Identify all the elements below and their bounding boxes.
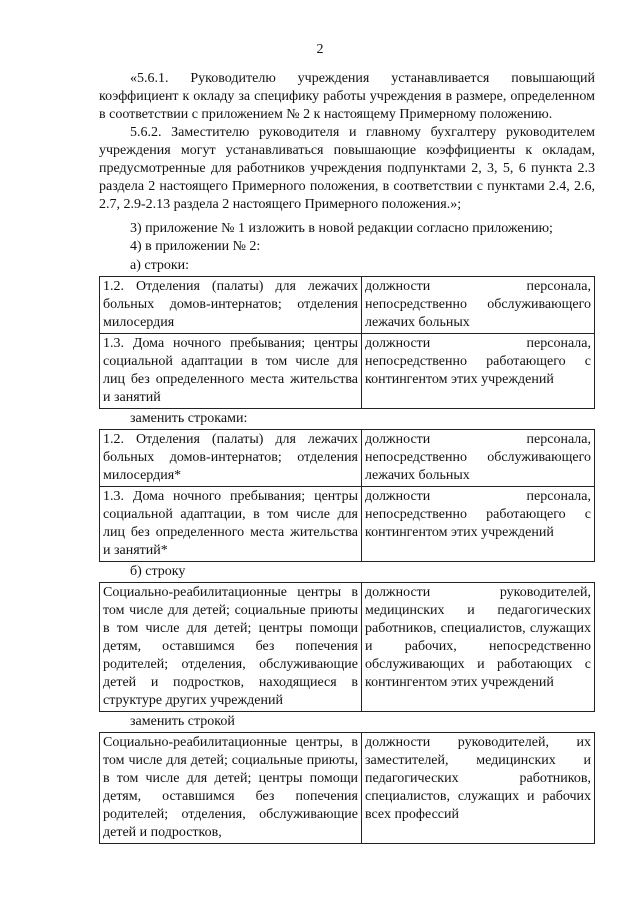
label-a-rows: а) строки: bbox=[130, 258, 190, 273]
table-row bbox=[100, 334, 595, 409]
table-row bbox=[100, 487, 595, 562]
document-body bbox=[99, 70, 595, 844]
table-row bbox=[100, 277, 595, 334]
table-cell: должности персонала, непосредственно работающего с контингентом этих учреждений bbox=[362, 487, 595, 562]
table-row bbox=[100, 583, 595, 712]
table-cell: должности персонала, непосредственно обслуживающего лежачих больных bbox=[362, 430, 595, 487]
table-a-new-rows bbox=[99, 429, 595, 562]
label-b-row: б) строку bbox=[130, 564, 186, 579]
page-number: 2 bbox=[316, 42, 324, 57]
table-row bbox=[100, 430, 595, 487]
table-cell: должности руководителей, медицинских и педагогических работников, специалистов, служащих и рабочих, непосредственно обслуживающих и работающих с контингентом этих учреждений bbox=[362, 583, 595, 712]
label-replace-rows: заменить строками: bbox=[130, 411, 248, 426]
table-cell: 1.2. Отделения (палаты) для лежачих больных домов-интернатов; отделения милосердия bbox=[100, 277, 362, 334]
paragraph-5-6-1: «5.6.1. Руководителю учреждения устанавливается повышающий коэффициент к окладу за специфику работы учреждения в размере, определенном в соответствии с приложением № 2 к настоящему Примерному положению. bbox=[99, 71, 595, 122]
label-replace-row: заменить строкой bbox=[130, 714, 235, 729]
table-cell: 1.3. Дома ночного пребывания; центры социальной адаптации в том числе для лиц без определенного места жительства и занятий bbox=[100, 334, 362, 409]
item-4: 4) в приложении № 2: bbox=[130, 239, 261, 254]
table-cell: должности персонала, непосредственно работающего с контингентом этих учреждений bbox=[362, 334, 595, 409]
table-b-new-row bbox=[99, 732, 595, 844]
paragraph-5-6-2: 5.6.2. Заместителю руководителя и главному бухгалтеру руководителем учреждения могут устанавливаться повышающие коэффициенты к окладам, предусмотренные для работников учреждения подпунктами 2, 3, 5, 6 пункта 2.3 раздела 2 настоящего Примерного положения, в соответствии с пунктами 2.4, 2.6, 2.7, 2.9-2.13 раздела 2 настоящего Примерного положения.»; bbox=[99, 125, 595, 212]
table-b-old-row bbox=[99, 582, 595, 712]
item-3: 3) приложение № 1 изложить в новой редакции согласно приложению; bbox=[130, 221, 553, 236]
table-cell: Социально-реабилитационные центры в том числе для детей; социальные приюты в том числе для детей; центры помощи детям, оставшимся без попечения родителей; отделения, обслуживающие детей и подростков, находящиеся в структуре других учреждений bbox=[100, 583, 362, 712]
table-cell: должности руководителей, их заместителей, медицинских и педагогических работников, специалистов, служащих и рабочих всех профессий bbox=[362, 733, 595, 844]
table-cell: 1.3. Дома ночного пребывания; центры социальной адаптации, в том числе для лиц без определенного места жительства и занятий* bbox=[100, 487, 362, 562]
table-cell: 1.2. Отделения (палаты) для лежачих больных домов-интернатов; отделения милосердия* bbox=[100, 430, 362, 487]
table-row bbox=[100, 733, 595, 844]
table-cell: должности персонала, непосредственно обслуживающего лежачих больных bbox=[362, 277, 595, 334]
table-a-old-rows bbox=[99, 276, 595, 409]
table-cell: Социально-реабилитационные центры, в том числе для детей; социальные приюты, в том числе для детей; центры помощи детям, оставшимся без попечения родителей; отделения, обслуживающие детей и подростков, bbox=[100, 733, 362, 844]
